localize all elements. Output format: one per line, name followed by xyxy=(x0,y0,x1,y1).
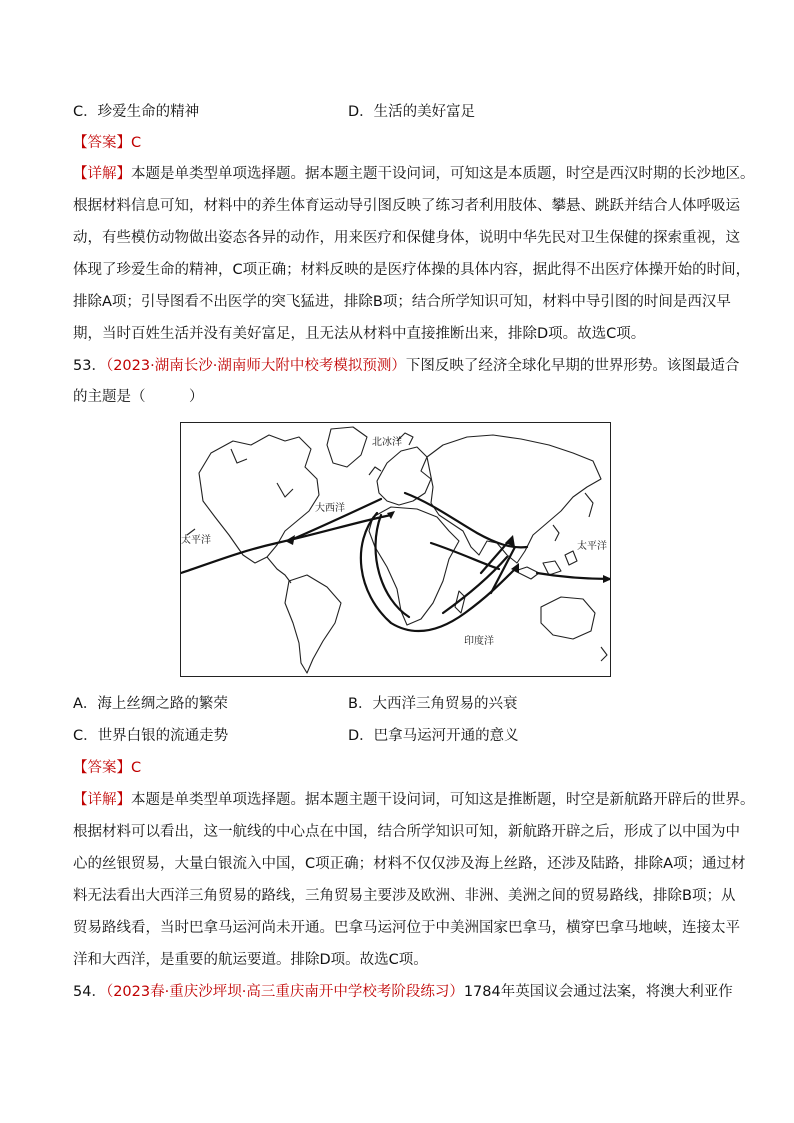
detail-line-3: 动，有些模仿动物做出姿态各异的动作，用来医疗和保健身体，说明中华先民对卫生保健的探索重视，这 xyxy=(73,230,740,246)
australia-outline xyxy=(541,597,595,639)
answer-label: 【答案】 xyxy=(73,760,131,776)
world-map-drawing xyxy=(181,423,611,677)
option-a: A．海上丝绸之路的繁荣 xyxy=(73,696,228,712)
option-d: D．生活的美好富足 xyxy=(348,104,476,120)
route-land xyxy=(405,493,527,547)
map-label-pacific-east: 太平洋 xyxy=(577,541,607,552)
route-pacific-east xyxy=(537,573,611,579)
africa-outline xyxy=(369,507,459,625)
detail-line-6: 洋和大西洋，是重要的航运要道。排除D项。故选C项。 xyxy=(73,952,428,968)
greenland-outline xyxy=(327,427,367,467)
detail-line-3: 心的丝银贸易，大量白银流入中国，C项正确；材料不仅仅涉及海上丝路，还涉及陆路，排除A项；通过材 xyxy=(73,856,746,872)
detail-label: 【详解】 xyxy=(73,166,131,182)
detail-line-5: 排除A项；引导图看不出医学的突飞猛进，排除B项；结合所学知识可知，材料中导引图的时间是西汉早 xyxy=(73,294,731,310)
question-53-stem-line2: 的主题是（ ） xyxy=(73,389,204,405)
detail-text: 本题是单类型单项选择题。据本题主题干设问词，可知这是本质题，时空是西汉时期的长沙地区。 xyxy=(131,166,755,182)
world-trade-map xyxy=(180,422,611,677)
option-c: C．世界白银的流通走势 xyxy=(73,728,229,744)
question-stem: 下图反映了经济全球化早期的世界形势。该图最适合 xyxy=(405,358,740,374)
detail-line-2: 根据材料信息可知，材料中的养生体育运动导引图反映了练习者利用肢体、攀悬、跳跃并结合人体呼吸运 xyxy=(73,198,740,214)
answer-label: 【答案】 xyxy=(73,135,131,151)
detail-line-4: 体现了珍爱生命的精神，C项正确；材料反映的是医疗体操的具体内容，据此得不出医疗体操开始的时间， xyxy=(73,262,751,278)
option-b: B．大西洋三角贸易的兴衰 xyxy=(348,696,518,712)
detail-line-4: 料无法看出大西洋三角贸易的路线，三角贸易主要涉及欧洲、非洲、美洲之间的贸易路线，排除B项；从 xyxy=(73,888,736,904)
question-stem: 1784年英国议会通过法案，将澳大利亚作 xyxy=(463,984,733,1000)
detail-line-5: 贸易路线看，当时巴拿马运河尚未开通。巴拿马运河位于中美洲国家巴拿马，横穿巴拿马地峡，连接太平 xyxy=(73,920,740,936)
map-label-indian: 印度洋 xyxy=(464,636,494,647)
question-number: 54． xyxy=(73,984,106,1000)
map-label-atlantic: 大西洋 xyxy=(315,503,345,514)
question-source: （2023·湖南长沙·湖南师大附中校考模拟预测） xyxy=(105,358,406,374)
answer-value: C xyxy=(131,760,142,776)
europe-outline xyxy=(377,447,431,505)
answer-row xyxy=(73,133,141,153)
detail-label: 【详解】 xyxy=(73,792,131,808)
option-c: C．珍爱生命的精神 xyxy=(73,104,200,120)
detail-line-6: 期，当时百姓生活并没有美好富足，且无法从材料中直接推断出来，排除D项。故选C项。 xyxy=(73,326,646,342)
question-source: （2023春·重庆沙坪坝·高三重庆南开中学校考阶段练习） xyxy=(105,984,464,1000)
answer-row xyxy=(73,758,141,778)
detail-line-1 xyxy=(73,790,755,810)
detail-text: 本题是单类型单项选择题。据本题主题干设问词，可知这是推断题，时空是新航路开辟后的世界。 xyxy=(131,792,755,808)
answer-value: C xyxy=(131,135,142,151)
detail-line-2: 根据材料可以看出，这一航线的中心点在中国，结合所学知识可知，新航路开辟之后，形成了以中国为中 xyxy=(73,824,740,840)
south-america-outline xyxy=(285,575,341,673)
north-america-outline xyxy=(199,435,319,563)
question-53-stem xyxy=(73,356,739,376)
option-d: D．巴拿马运河开通的意义 xyxy=(348,728,519,744)
map-label-pacific-west: 太平洋 xyxy=(181,535,211,546)
route-pacific-west xyxy=(181,515,391,573)
map-label-arctic: 北冰洋 xyxy=(372,437,402,448)
detail-line-1 xyxy=(73,164,755,184)
question-54-stem xyxy=(73,982,733,1002)
question-number: 53． xyxy=(73,358,106,374)
